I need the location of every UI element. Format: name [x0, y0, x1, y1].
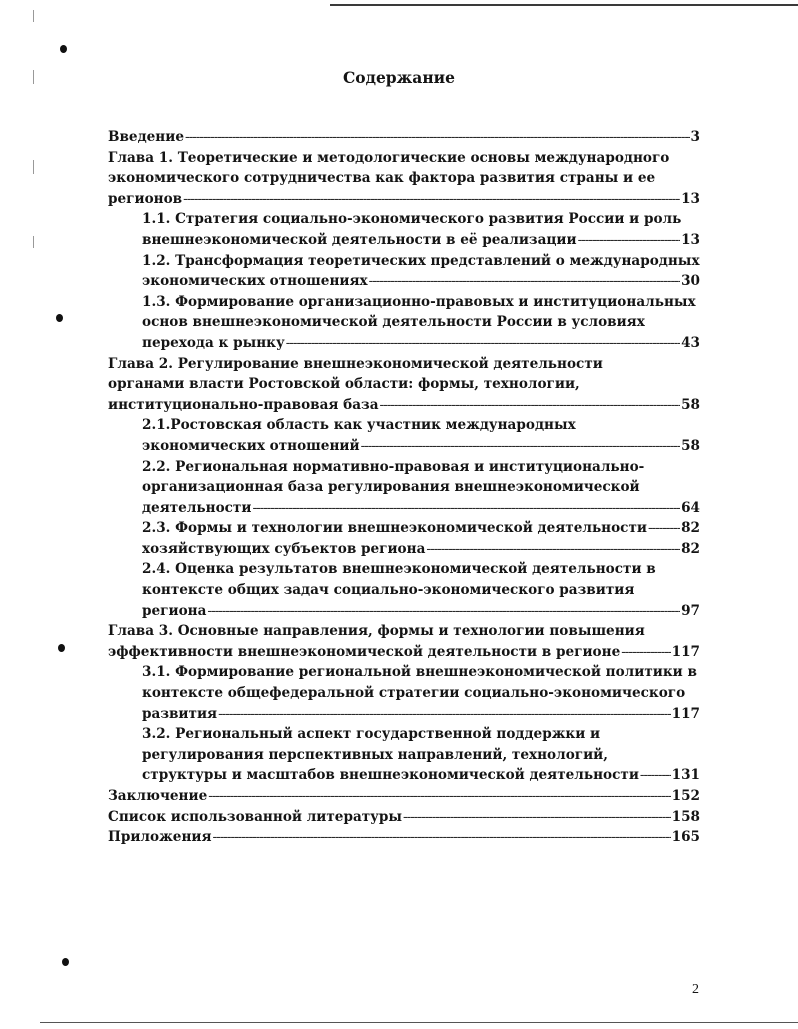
toc-page-number: 117 — [671, 643, 700, 660]
document-title: Содержание — [342, 68, 456, 87]
toc-page-number: 13 — [681, 231, 700, 248]
leader-dashes — [403, 807, 671, 828]
leader-dashes — [648, 518, 680, 539]
leader-dashes — [426, 539, 680, 560]
leader-dashes — [640, 765, 671, 786]
toc-page-number: 117 — [671, 705, 700, 722]
toc-entry-section-1-2[interactable]: 1.2. Трансформация теоретических представлений о международных экономических отношениях ----- 30 — [142, 251, 700, 292]
toc-page-number: 82 — [681, 520, 700, 537]
toc-entry-section-2-3-continued[interactable]: хозяйствующих субъектов региона ----- 82 — [142, 539, 700, 560]
leader-dashes — [185, 127, 690, 148]
toc-entry-introduction[interactable]: Введение ----- 3 — [108, 127, 700, 148]
toc-page-number: 13 — [681, 190, 700, 207]
scan-border-bottom — [40, 1022, 798, 1023]
leader-dashes — [286, 333, 680, 354]
toc-page-number: 43 — [681, 334, 700, 351]
toc-page-number: 152 — [671, 788, 700, 804]
toc-page-number: 82 — [681, 540, 700, 557]
toc-entry-chapter-3[interactable]: Глава 3. Основные направления, формы и технологии повышения эффективности внешнеэкономической деятельности в регионе ----- 117 — [108, 621, 700, 662]
leader-dashes — [208, 786, 670, 807]
scan-edge-mark — [33, 236, 34, 248]
leader-dashes — [207, 601, 680, 622]
toc-page-number: 30 — [681, 273, 700, 290]
punch-hole-mark — [60, 45, 67, 53]
toc-page-number: 97 — [681, 602, 700, 619]
toc-entry-section-2-4[interactable]: 2.4. Оценка результатов внешнеэкономической деятельности в контексте общих задач социально-экономического развития региона ----- 97 — [142, 559, 700, 621]
toc-page-number: 58 — [681, 396, 700, 413]
leader-dashes — [621, 642, 670, 663]
toc-entry-chapter-1[interactable]: Глава 1. Теоретические и методологические основы международного экономического сотрудничества как фактора развития страны и ее регионов ----- 13 — [108, 148, 700, 210]
leader-dashes — [361, 436, 681, 457]
toc-entry-references[interactable]: Список использованной литературы ----- 158 — [108, 807, 700, 828]
punch-hole-mark — [62, 958, 69, 966]
toc-page-number: 64 — [681, 499, 700, 516]
table-of-contents — [108, 127, 700, 848]
toc-entry-chapter-2[interactable]: Глава 2. Регулирование внешнеэкономической деятельности органами власти Ростовской области: формы, технологии, институционально-правовая база ----- 58 — [108, 354, 700, 416]
toc-entry-section-1-1[interactable]: 1.1. Стратегия социально-экономического развития России и роль внешнеэкономической деятельности в её реализации ----- 13 — [142, 209, 700, 250]
scan-border-top — [330, 4, 798, 6]
toc-entry-appendices[interactable]: Приложения ----- 165 — [108, 827, 700, 848]
page-number: 2 — [692, 982, 699, 997]
toc-page-number: 131 — [671, 767, 700, 784]
leader-dashes — [252, 498, 680, 519]
scan-edge-mark — [33, 160, 34, 174]
leader-dashes — [183, 189, 680, 210]
toc-entry-conclusion[interactable]: Заключение ----- 152 — [108, 786, 700, 807]
toc-entry-section-2-3[interactable]: 2.3. Формы и технологии внешнеэкономической деятельности ----- 82 — [142, 518, 700, 539]
toc-page-number: 158 — [671, 808, 700, 825]
toc-entry-section-2-1[interactable]: 2.1.Ростовская область как участник международных экономических отношений ----- 58 — [142, 415, 700, 456]
leader-dashes — [218, 704, 671, 725]
punch-hole-mark — [56, 314, 63, 322]
toc-entry-section-1-3[interactable]: 1.3. Формирование организационно-правовых и институциональных основ внешнеэкономической деятельности России в условиях перехода к рынку ----- 43 — [142, 292, 700, 354]
leader-dashes — [380, 395, 681, 416]
toc-page-number: 165 — [671, 829, 700, 846]
leader-dashes — [578, 230, 680, 251]
toc-entry-section-3-2[interactable]: 3.2. Региональный аспект государственной поддержки и регулирования перспективных направлений, технологий, структуры и масштабов внешнеэкономической деятельности ----- 131 — [142, 724, 700, 786]
toc-page-number: 58 — [681, 437, 700, 454]
punch-hole-mark — [58, 644, 65, 652]
scan-edge-mark — [33, 10, 34, 22]
toc-page-number: 3 — [690, 129, 700, 145]
toc-entry-section-3-1[interactable]: 3.1. Формирование региональной внешнеэкономической политики в контексте общефедеральной стратегии социально-экономического развития ----- 117 — [142, 662, 700, 724]
toc-entry-section-2-2[interactable]: 2.2. Региональная нормативно-правовая и институционально- организационная база регулирования внешнеэкономической деятельности ----- 64 — [142, 457, 700, 519]
leader-dashes — [213, 827, 671, 848]
leader-dashes — [369, 271, 680, 292]
